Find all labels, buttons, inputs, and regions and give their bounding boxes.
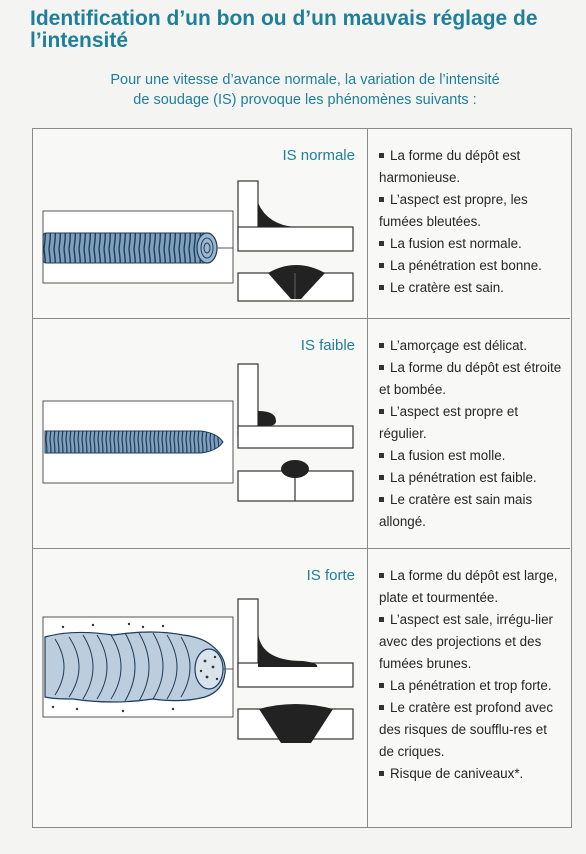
bullet-icon <box>379 365 384 370</box>
list-item: Le cratère est sain. <box>390 280 504 295</box>
list-item: La forme du dépôt est harmonieuse. <box>379 148 521 185</box>
table-row <box>33 549 570 827</box>
low-intensity-weld-illustration <box>33 319 367 549</box>
bullet-icon <box>379 153 384 158</box>
weld-bead <box>43 233 208 263</box>
row-label: IS faible <box>300 337 355 354</box>
list-item: L’aspect est sale, irrégu-lier avec des projections et des fumées brunes. <box>379 612 553 671</box>
bullet-icon <box>379 197 384 202</box>
comparison-table <box>32 128 572 828</box>
crater-icon <box>195 649 223 689</box>
bullet-icon <box>379 771 384 776</box>
weld-bead <box>45 431 223 453</box>
list-item: Le cratère est sain mais allongé. <box>379 492 533 529</box>
list-item: Risque de caniveaux*. <box>390 766 524 781</box>
page-title: Identification d’un bon ou d’un mauvais réglage de l’intensité <box>30 7 538 52</box>
observations-list <box>379 145 565 299</box>
list-item: La pénétration est bonne. <box>390 258 542 273</box>
list-item: L’amorçage est délicat. <box>390 338 527 353</box>
bullet-icon <box>379 705 384 710</box>
fillet-weld-icon <box>258 411 276 426</box>
bullet-icon <box>379 497 384 502</box>
table-row <box>33 319 570 549</box>
list-item: Le cratère est profond avec des risques de soufflu-res et de criques. <box>379 700 554 759</box>
bullet-icon <box>379 409 384 414</box>
bullet-icon <box>379 241 384 246</box>
list-item: La fusion est normale. <box>390 236 522 251</box>
list-item: La fusion est molle. <box>390 448 506 463</box>
observations-list <box>379 335 565 533</box>
intro-text <box>40 70 570 110</box>
bullet-icon <box>379 475 384 480</box>
bullet-icon <box>379 617 384 622</box>
list-item: La forme du dépôt est large, plate et tourmentée. <box>379 568 558 605</box>
bullet-icon <box>379 285 384 290</box>
fillet-weld-icon <box>258 203 295 227</box>
list-item: La pénétration et trop forte. <box>390 678 552 693</box>
illustration-cell <box>33 319 368 548</box>
bullet-icon <box>379 683 384 688</box>
list-item: La forme du dépôt est étroite et bombée. <box>379 360 562 397</box>
bullet-icon <box>379 263 384 268</box>
high-intensity-weld-illustration <box>33 549 367 827</box>
bullet-icon <box>379 453 384 458</box>
illustration-cell <box>33 129 368 318</box>
list-item: L’aspect est propre, les fumées bleutées. <box>379 192 528 229</box>
list-item: L’aspect est propre et régulier. <box>379 404 519 441</box>
bullet-icon <box>379 573 384 578</box>
normal-weld-illustration <box>33 129 367 319</box>
row-label: IS normale <box>282 147 355 164</box>
intro-line-1: Pour une vitesse d’avance normale, la variation de l’intensité <box>110 72 500 88</box>
row-label: IS forte <box>306 567 355 584</box>
bullet-icon <box>379 343 384 348</box>
illustration-cell <box>33 549 368 827</box>
table-row <box>33 129 570 319</box>
intro-line-2: de soudage (IS) provoque les phénomènes suivants : <box>133 92 477 108</box>
fillet-weld-icon <box>258 633 317 667</box>
butt-weld-icon <box>281 460 309 478</box>
list-item: La pénétration est faible. <box>390 470 537 485</box>
observations-list <box>379 565 565 785</box>
